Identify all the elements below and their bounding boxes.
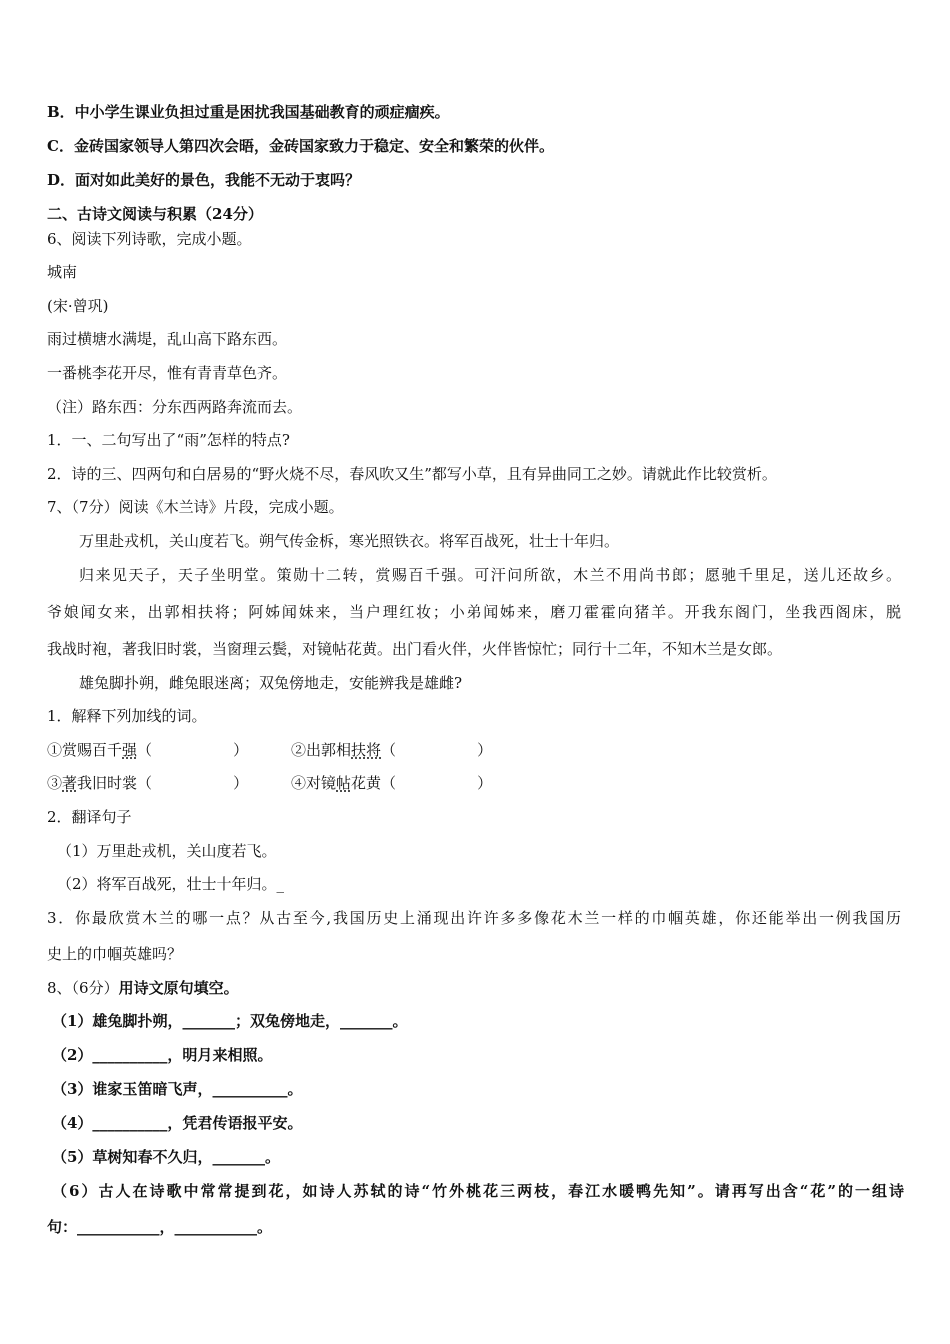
word-item-1-blank[interactable]: （ ） bbox=[137, 741, 249, 759]
q6-sub1: 1．一、二句写出了“雨”怎样的特点? bbox=[47, 431, 290, 449]
word-item-3-blank[interactable]: （ ） bbox=[137, 774, 249, 792]
q7-intro: 7、（7分）阅读《木兰诗》片段，完成小题。 bbox=[47, 498, 344, 516]
word-item-1 bbox=[47, 740, 248, 760]
q7-sub2: 2．翻译句子 bbox=[47, 808, 132, 826]
word-item-2-prefix: ②出郭相 bbox=[291, 741, 352, 759]
fill-item-2: （2）__________，明月来相照。 bbox=[52, 1046, 273, 1064]
passage-para-2-line-1: 归来见天子，天子坐明堂。策勋十二转，赏赐百千强。可汗问所欲，木兰不用尚书郎；愿驰千里足，送儿还故乡。 bbox=[79, 566, 901, 584]
passage-para-2-line-3: 我战时袍，著我旧时裳，当窗理云鬓，对镜帖花黄。出门看火伴，火伴皆惊忙；同行十二年，不知木兰是女郎。 bbox=[47, 640, 783, 658]
fill-item-3: （3）谁家玉笛暗飞声，__________。 bbox=[52, 1080, 303, 1098]
q6-sub2: 2．诗的三、四两句和白居易的“野火烧不尽，春风吹又生”都写小草，且有异曲同工之妙。请就此作比较赏析。 bbox=[47, 465, 777, 483]
choice-b: B．中小学生课业负担过重是困扰我国基础教育的顽症痼疾。 bbox=[47, 103, 450, 121]
passage-para-2-line-2: 爷娘闻女来，出郭相扶将；阿姊闻妹来，当户理红妆；小弟闻姊来，磨刀霍霍向猪羊。开我东阁门，坐我西阁床，脱 bbox=[47, 603, 901, 621]
fill-item-6-line-2: 句：___________，___________。 bbox=[47, 1218, 273, 1236]
q6-intro: 6、阅读下列诗歌，完成小题。 bbox=[47, 230, 252, 248]
fill-item-6-line-1: （6）古人在诗歌中常常提到花，如诗人苏轼的诗“竹外桃花三两枝，春江水暖鸭先知”。请再写出含“花”的一组诗 bbox=[52, 1182, 904, 1200]
passage-para-3: 雄兔脚扑朔，雌兔眼迷离；双兔傍地走，安能辨我是雄雌? bbox=[79, 674, 463, 692]
q7-sub3-line-2: 史上的巾帼英雄吗？ bbox=[47, 945, 183, 963]
translate-item-1: （1）万里赴戎机，关山度若飞。 bbox=[57, 842, 277, 860]
q8-intro-instruction: 用诗文原句填空。 bbox=[118, 979, 239, 997]
word-item-2-blank[interactable]: （ ） bbox=[381, 741, 493, 759]
fill-item-1: （1）雄兔脚扑朔，_______；双兔傍地走，_______。 bbox=[52, 1012, 408, 1030]
word-item-4-suffix: 花黄 bbox=[351, 774, 382, 792]
choice-d: D．面对如此美好的景色，我能不无动于衷吗？ bbox=[47, 171, 361, 189]
word-item-3-prefix: ③ bbox=[47, 774, 63, 792]
passage-para-1: 万里赴戎机，关山度若飞。朔气传金柝，寒光照铁衣。将军百战死，壮士十年归。 bbox=[79, 532, 620, 550]
word-item-3-suffix: 我旧时裳 bbox=[77, 774, 138, 792]
word-item-2-key: 扶将 bbox=[351, 741, 382, 759]
poem-author: (宋·曾巩) bbox=[47, 297, 109, 315]
q8-intro bbox=[47, 978, 239, 998]
poem-line-1: 雨过横塘水满堤，乱山高下路东西。 bbox=[47, 330, 288, 348]
word-item-3-key: 著 bbox=[62, 774, 78, 792]
word-item-2 bbox=[291, 740, 492, 760]
q7-sub3-line-1: 3．你最欣赏木兰的哪一点？从古至今,我国历史上涌现出许许多多像花木兰一样的巾帼英雄，你还能举出一例我国历 bbox=[47, 909, 901, 927]
translate-item-2: （2）将军百战死，壮士十年归。_ bbox=[57, 875, 285, 893]
word-item-1-prefix: ①赏赐百千 bbox=[47, 741, 123, 759]
q8-intro-number: 8、（6分） bbox=[47, 979, 119, 997]
poem-line-2: 一番桃李花开尽，惟有青青草色齐。 bbox=[47, 364, 288, 382]
word-item-4-key: 帖 bbox=[336, 774, 352, 792]
fill-item-5: （5）草树知春不久归，_______。 bbox=[52, 1148, 280, 1166]
poem-title: 城南 bbox=[47, 263, 78, 281]
fill-item-4: （4）__________，凭君传语报平安。 bbox=[52, 1114, 303, 1132]
choice-c: C．金砖国家领导人第四次会晤，金砖国家致力于稳定、安全和繁荣的伙伴。 bbox=[47, 137, 554, 155]
word-item-4-blank[interactable]: （ ） bbox=[381, 774, 493, 792]
section2-heading: 二、古诗文阅读与积累（24分） bbox=[47, 205, 263, 223]
word-item-1-key: 强 bbox=[122, 741, 138, 759]
q7-sub1: 1．解释下列加线的词。 bbox=[47, 707, 207, 725]
poem-note: （注）路东西：分东西两路奔流而去。 bbox=[47, 398, 303, 416]
word-item-3 bbox=[47, 773, 248, 793]
word-item-4 bbox=[291, 773, 492, 793]
word-item-4-prefix: ④对镜 bbox=[291, 774, 337, 792]
